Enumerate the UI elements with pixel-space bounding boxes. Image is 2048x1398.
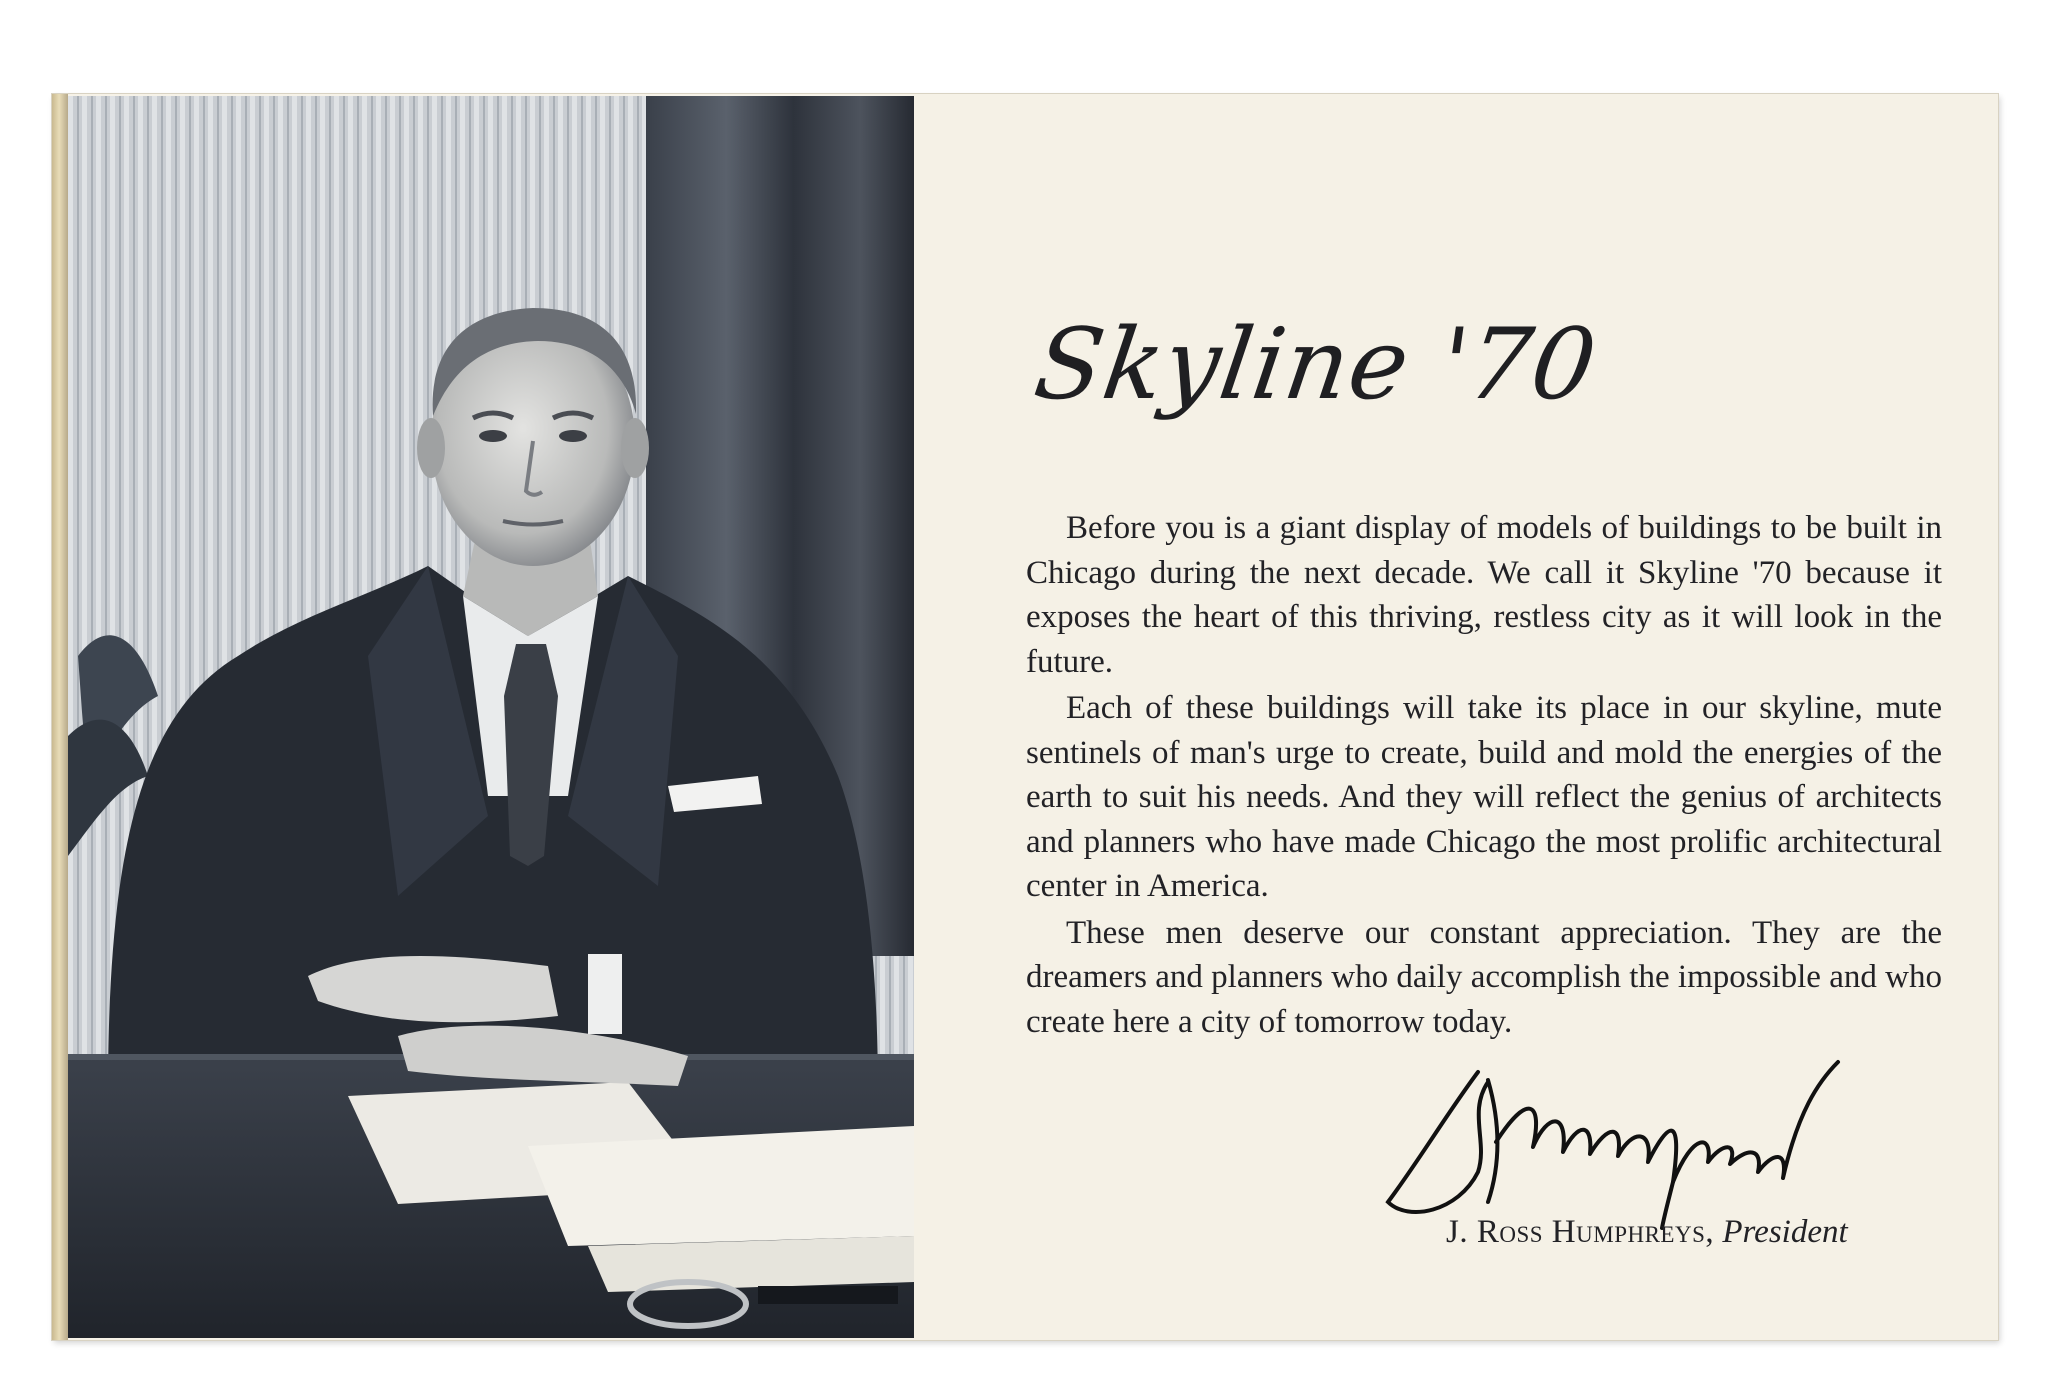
portrait-illustration (68, 96, 914, 1338)
page-title: Skyline '70 (1027, 308, 1604, 422)
portrait-photo (68, 96, 914, 1338)
handwritten-signature (1368, 1052, 1908, 1232)
paragraph-1: Before you is a giant display of models of buildings to be built in Chicago during the next decade. We call it Skyline '70 because it exposes the heart of this thriving, restless city as it will look in the future. (1026, 510, 1942, 680)
paragraph-3: These men deserve our constant appreciation. They are the dreamers and planners who daily accomplish the impossible and who create here a city of tomorrow today. (1026, 914, 1942, 1040)
signatory-name: J. Ross Humphreys, (1446, 1214, 1715, 1250)
paragraph-2: Each of these buildings will take its place in our skyline, mute sentinels of man's urge to create, build and mold the energies of the earth to suit his needs. And they will reflect the genius of architects and planners who have made Chicago the most prolific architectural center in America. (1026, 690, 1942, 904)
signatory-role: President (1722, 1214, 1848, 1250)
booklet-spine (52, 94, 68, 1340)
signature-caption (1446, 1212, 1848, 1252)
body-text (1026, 506, 1942, 1046)
